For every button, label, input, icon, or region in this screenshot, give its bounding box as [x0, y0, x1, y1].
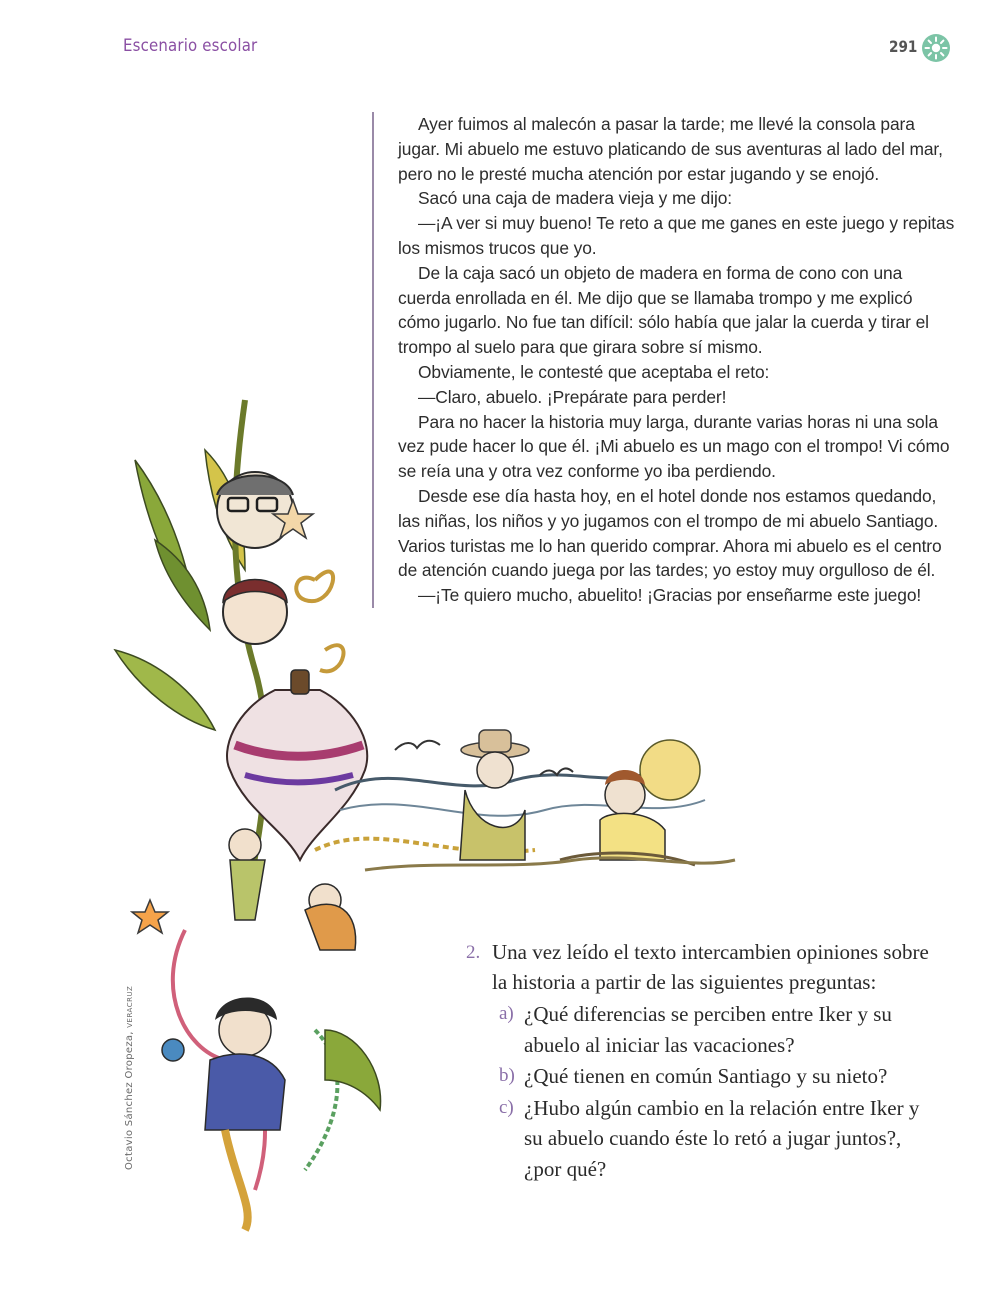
story-paragraph: Ayer fuimos al malecón a pasar la tarde; me llevé la consola para jugar. Mi abuelo me estuvo platicando de sus aventuras al lado del mar, pero no le presté mucha atención por estar jugando y se enojó. [398, 114, 943, 184]
story-paragraph: —Claro, abuelo. ¡Prepárate para perder! [418, 386, 727, 407]
credit-origin: VERACRUZ [126, 985, 134, 1028]
story-paragraph: Para no hacer la historia muy larga, durante varias horas ni una sola vez pude hacer lo que él. ¡Mi abuelo es un mago con el trompo! Vi cómo se reía una y otra vez conforme yo iba perdiendo. [398, 411, 950, 482]
sun-badge-icon [921, 33, 951, 63]
question-text: ¿Hubo algún cambio en la relación entre Iker y su abuelo cuando éste lo retó a jugar juntos?, ¿por qué? [524, 1095, 920, 1181]
question-text: ¿Qué tienen en común Santiago y su nieto? [524, 1064, 888, 1088]
question-letter: b) [499, 1065, 515, 1086]
story-paragraph: Desde ese día hasta hoy, en el hotel donde nos estamos quedando, las niñas, los niños y yo jugamos con el trompo de mi abuelo Santiago. Varios turistas me lo han querido comprar. Ahora mi abuelo es el centro de atención cuando juega por las tardes; yo estoy muy orgulloso de él. [398, 485, 942, 581]
activity-prompt [466, 938, 936, 997]
question-letter: a) [499, 1003, 514, 1024]
activity-questions [466, 938, 936, 1185]
list-item [466, 999, 936, 1060]
list-item [466, 1061, 936, 1092]
story-paragraph: De la caja sacó un objeto de madera en forma de cono con una cuerda enrollada en él. Me dijo que se llamaba trompo y me explicó cómo jugarlo. No fue tan difícil: sólo había que jalar la cuerda y tirar el trompo al suelo para que girara sobre sí mismo. [398, 262, 929, 358]
credit-name: Octavio Sánchez Oropeza, [124, 1031, 135, 1170]
activity-prompt-text: Una vez leído el texto intercambien opiniones sobre la historia a partir de las siguientes preguntas: [492, 940, 929, 994]
activity-number: 2. [466, 942, 481, 963]
section-title: Escenario escolar [123, 36, 258, 56]
story-paragraph: —¡Te quiero mucho, abuelito! ¡Gracias por enseñarme este juego! [418, 585, 922, 606]
page-number: 291 [889, 37, 918, 56]
story-paragraph: Obviamente, le contesté que aceptaba el reto: [418, 361, 770, 382]
question-letter: c) [499, 1096, 514, 1118]
story-paragraph: Sacó una caja de madera vieja y me dijo: [418, 188, 733, 209]
story-paragraph: —¡A ver si muy bueno! Te reto a que me ganes en este juego y repitas los mismos trucos que yo. [398, 213, 955, 258]
page-header [0, 0, 986, 90]
illustration-credit [124, 986, 135, 1170]
list-item [466, 1093, 936, 1185]
question-text: ¿Qué diferencias se perciben entre Iker y su abuelo al iniciar las vacaciones? [524, 1002, 892, 1057]
question-list [466, 999, 936, 1184]
